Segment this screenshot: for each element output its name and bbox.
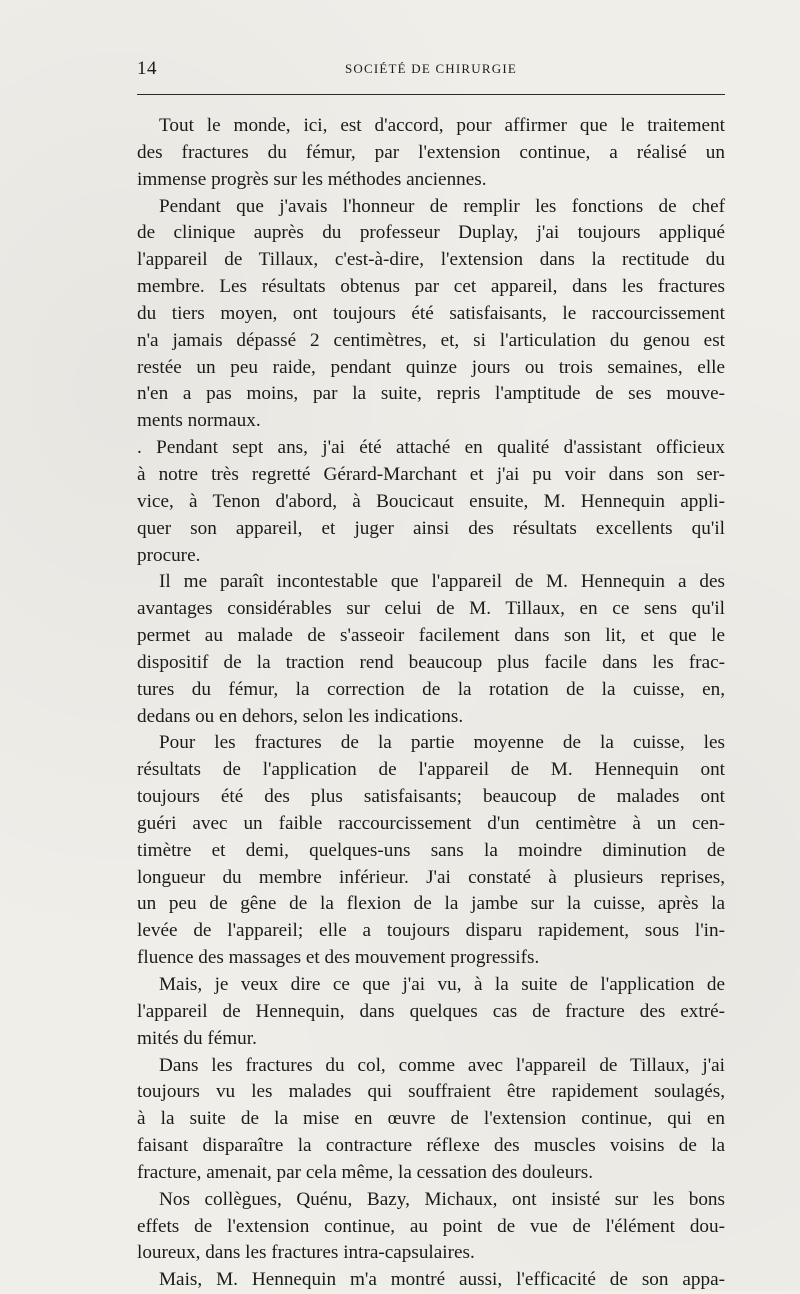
header-rule <box>137 94 725 95</box>
text-line: longueur du membre inférieur. J'ai constaté à plusieurs reprises, <box>137 866 725 888</box>
text-line: avantages considérables sur celui de M. Tillaux, en ce sens qu'il <box>137 598 725 620</box>
text-line: fluence des massages et des mouvement progressifs. <box>137 947 540 969</box>
text-line: des fractures du fémur, par l'extension continue, a réalisé un <box>137 141 725 163</box>
text-line: Pour les fractures de la partie moyenne de la cuisse, les <box>159 732 725 754</box>
text-line: l'appareil de Tillaux, c'est-à-dire, l'extension dans la rectitude du <box>137 249 725 271</box>
running-title: SOCIÉTÉ DE CHIRURGIE <box>344 61 518 76</box>
text-line: résultats de l'application de l'appareil de M. Hennequin ont <box>137 759 725 781</box>
text-line: effets de l'extension continue, au point de vue de l'élément dou- <box>137 1215 725 1237</box>
text-line: loureux, dans les fractures intra-capsulaires. <box>137 1242 475 1264</box>
text-line: faisant disparaître la contracture réflexe des muscles voisins de la <box>137 1135 725 1157</box>
text-line: Mais, M. Hennequin m'a montré aussi, l'efficacité de son appa- <box>159 1269 725 1291</box>
text-line: restée un peu raide, pendant quinze jours ou trois semaines, elle <box>137 356 725 378</box>
text-line: vice, à Tenon d'abord, à Boucicaut ensuite, M. Hennequin appli- <box>137 490 725 512</box>
text-line: Il me paraît incontestable que l'appareil de M. Hennequin a des <box>159 571 725 593</box>
text-line: mités du fémur. <box>137 1027 257 1049</box>
text-line: du tiers moyen, ont toujours été satisfaisants, le raccourcissement <box>137 302 725 324</box>
text-line: Pendant que j'avais l'honneur de remplir les fonctions de chef <box>159 195 725 217</box>
text-line: toujours vu les malades qui souffraient être rapidement soulagés, <box>137 1081 725 1103</box>
text-line: fracture, amenait, par cela même, la cessation des douleurs. <box>137 1161 594 1183</box>
text-line: Dans les fractures du col, comme avec l'appareil de Tillaux, j'ai <box>159 1054 725 1076</box>
text-line: . Pendant sept ans, j'ai été attaché en qualité d'assistant officieux <box>137 437 725 459</box>
text-line: toujours été des plus satisfaisants; beaucoup de malades ont <box>137 786 725 808</box>
text-line: timètre et demi, quelques-uns sans la moindre diminution de <box>137 839 725 861</box>
text-line: l'appareil de Hennequin, dans quelques cas de fracture des extré- <box>137 1000 725 1022</box>
text-line: n'a jamais dépassé 2 centimètres, et, si l'articulation du genou est <box>137 329 725 351</box>
text-line: à notre très regretté Gérard-Marchant et j'ai pu voir dans son ser- <box>137 463 725 485</box>
text-line: tures du fémur, la correction de la rotation de la cuisse, en, <box>137 678 725 700</box>
text-line: n'en a pas moins, par la suite, repris l'amptitude de ses mouve- <box>137 383 725 405</box>
text-line: guéri avec un faible raccourcissement d'un centimètre à un cen- <box>137 812 725 834</box>
text-line: permet au malade de s'asseoir facilement dans son lit, et que le <box>137 625 725 647</box>
text-line: ments normaux. <box>137 410 261 432</box>
text-line: levée de l'appareil; elle a toujours disparu rapidement, sous l'in- <box>137 920 725 942</box>
text-line: à la suite de la mise en œuvre de l'extension continue, qui en <box>137 1108 725 1130</box>
page-number: 14 <box>137 58 157 79</box>
text-line: immense progrès sur les méthodes anciennes. <box>137 168 487 190</box>
text-line: membre. Les résultats obtenus par cet appareil, dans les fractures <box>137 276 725 298</box>
text-line: dedans ou en dehors, selon les indications. <box>137 705 464 727</box>
text-line: Tout le monde, ici, est d'accord, pour affirmer que le traitement <box>159 115 725 136</box>
text-line: quer son appareil, et juger ainsi des résultats excellents qu'il <box>137 517 725 539</box>
text-line: un peu de gêne de la flexion de la jambe sur la cuisse, après la <box>137 893 725 915</box>
text-line: Nos collègues, Quénu, Bazy, Michaux, ont insisté sur les bons <box>159 1188 725 1210</box>
text-line: de clinique auprès du professeur Duplay, j'ai toujours appliqué <box>137 222 725 244</box>
text-line: procure. <box>137 544 201 566</box>
text-line: dispositif de la traction rend beaucoup plus facile dans les frac- <box>137 651 725 673</box>
body-text <box>137 113 725 1294</box>
running-head <box>137 58 725 84</box>
text-line: Mais, je veux dire ce que j'ai vu, à la suite de l'application de <box>159 974 725 995</box>
